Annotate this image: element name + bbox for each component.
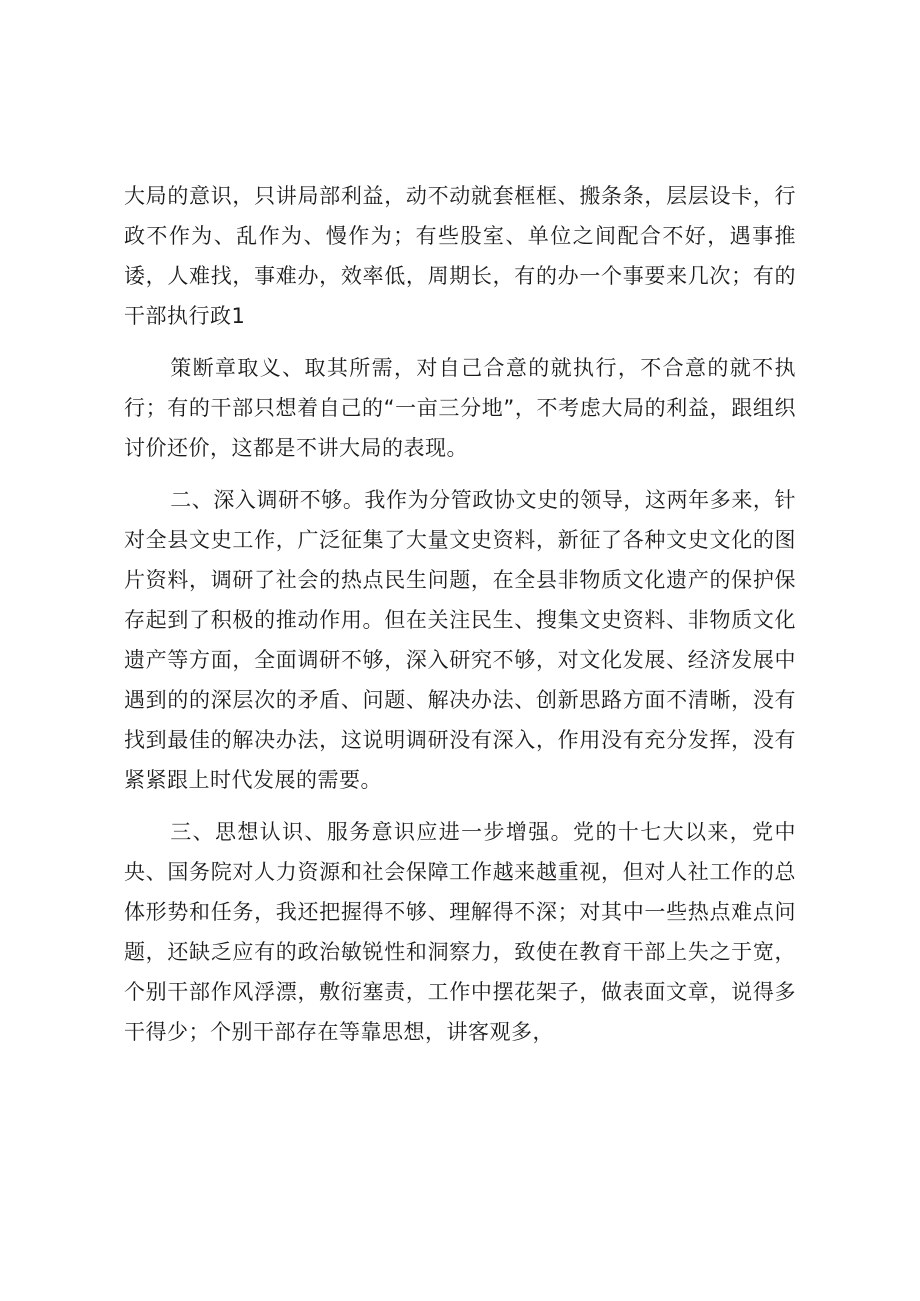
document-body bbox=[124, 176, 796, 1052]
paragraph-4: 三、思想认识、服务意识应进一步增强。党的十七大以来，党中央、国务院对人力资源和社会保障工作越来越重视，但对人社工作的总体形势和任务，我还把握得不够、理解得不深；对其中一些热点难点问题，还缺乏应有的政治敏锐性和洞察力，致使在教育干部上失之于宽，个别干部作风浮漂，敷衍塞责，工作中摆花架子，做表面文章，说得多干得少；个别干部存在等靠思想，讲客观多， bbox=[124, 820, 796, 1044]
paragraph-3: 二、深入调研不够。我作为分管政协文史的领导，这两年多来，针对全县文史工作，广泛征集了大量文史资料，新征了各种文史文化的图片资料，调研了社会的热点民生问题，在全县非物质文化遗产的保护保存起到了积极的推动作用。但在关注民生、搜集文史资料、非物质文化遗产等方面，全面调研不够，深入研究不够，对文化发展、经济发展中遇到的的深层次的矛盾、问题、解决办法、创新思路方面不清晰，没有找到最佳的解决办法，这说明调研没有深入，作用没有充分发挥，没有紧紧跟上时代发展的需要。 bbox=[124, 488, 796, 792]
paragraph-2: 策断章取义、取其所需，对自己合意的就执行，不合意的就不执行；有的干部只想着自己的“一亩三分地”，不考虑大局的利益，跟组织讨价还价，这都是不讲大局的表现。 bbox=[124, 356, 796, 460]
paragraph-1: 大局的意识，只讲局部利益，动不动就套框框、搬条条，层层设卡，行政不作为、乱作为、慢作为；有些股室、单位之间配合不好，遇事推诿，人难找，事难办，效率低，周期长，有的办一个事要来几次；有的干部执行政1 bbox=[124, 184, 796, 328]
